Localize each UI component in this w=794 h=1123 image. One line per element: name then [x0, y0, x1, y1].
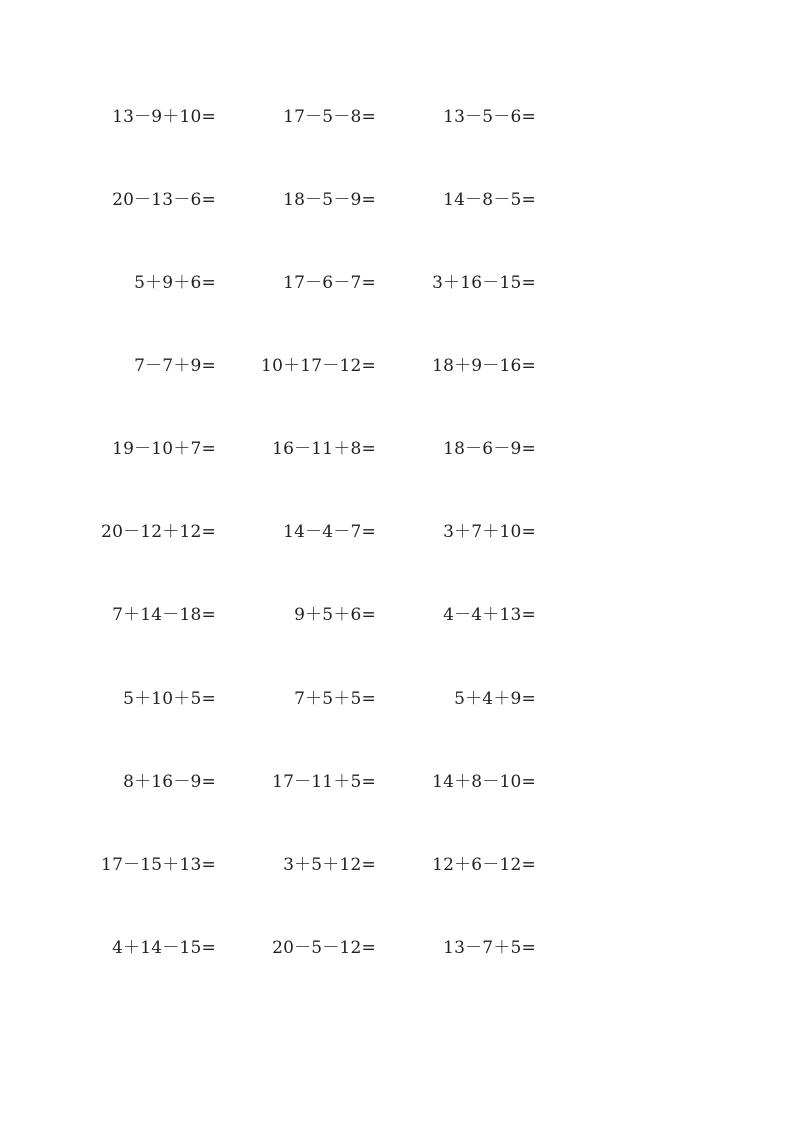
- math-problem: 3＋7＋10=: [443, 522, 536, 542]
- math-problem: 20－13－6=: [112, 190, 216, 210]
- math-problem: 17－11＋5=: [272, 772, 376, 792]
- math-problem: 13－7＋5=: [443, 938, 536, 958]
- problem-row: [0, 603, 794, 627]
- math-problem: 14＋8－10=: [432, 772, 536, 792]
- math-problem: 16－11＋8=: [272, 439, 376, 459]
- math-problem: 5＋10＋5=: [123, 689, 216, 709]
- math-problem: 3＋16－15=: [432, 273, 536, 293]
- math-problem: 4－4＋13=: [443, 605, 536, 625]
- math-problem: 7＋5＋5=: [294, 689, 376, 709]
- math-problem: 9＋5＋6=: [294, 605, 376, 625]
- math-problem: 12＋6－12=: [432, 855, 536, 875]
- math-problem: 5＋4＋9=: [454, 689, 536, 709]
- math-problem: 17－6－7=: [283, 273, 376, 293]
- math-problem: 3＋5＋12=: [283, 855, 376, 875]
- problem-row: [0, 520, 794, 544]
- math-problem: 5＋9＋6=: [134, 273, 216, 293]
- math-problem: 20－5－12=: [272, 938, 376, 958]
- math-problem: 18－6－9=: [443, 439, 536, 459]
- problem-row: [0, 105, 794, 129]
- math-problem: 7－7＋9=: [134, 356, 216, 376]
- problem-row: [0, 437, 794, 461]
- math-problem: 17－15＋13=: [101, 855, 216, 875]
- math-problem: 20－12＋12=: [101, 522, 216, 542]
- problem-row: [0, 936, 794, 960]
- math-problem: 10＋17－12=: [261, 356, 376, 376]
- math-problem: 18－5－9=: [283, 190, 376, 210]
- problem-row: [0, 354, 794, 378]
- problem-row: [0, 271, 794, 295]
- math-problem: 13－5－6=: [443, 107, 536, 127]
- math-problem: 18＋9－16=: [432, 356, 536, 376]
- math-problem: 14－8－5=: [443, 190, 536, 210]
- math-problem: 4＋14－15=: [112, 938, 216, 958]
- math-problem: 17－5－8=: [283, 107, 376, 127]
- problem-row: [0, 188, 794, 212]
- math-problem: 8＋16－9=: [123, 772, 216, 792]
- math-problem: 7＋14－18=: [112, 605, 216, 625]
- problem-row: [0, 770, 794, 794]
- math-problem: 14－4－7=: [283, 522, 376, 542]
- math-problem: 19－10＋7=: [112, 439, 216, 459]
- math-problem: 13－9＋10=: [112, 107, 216, 127]
- problem-row: [0, 853, 794, 877]
- problem-row: [0, 687, 794, 711]
